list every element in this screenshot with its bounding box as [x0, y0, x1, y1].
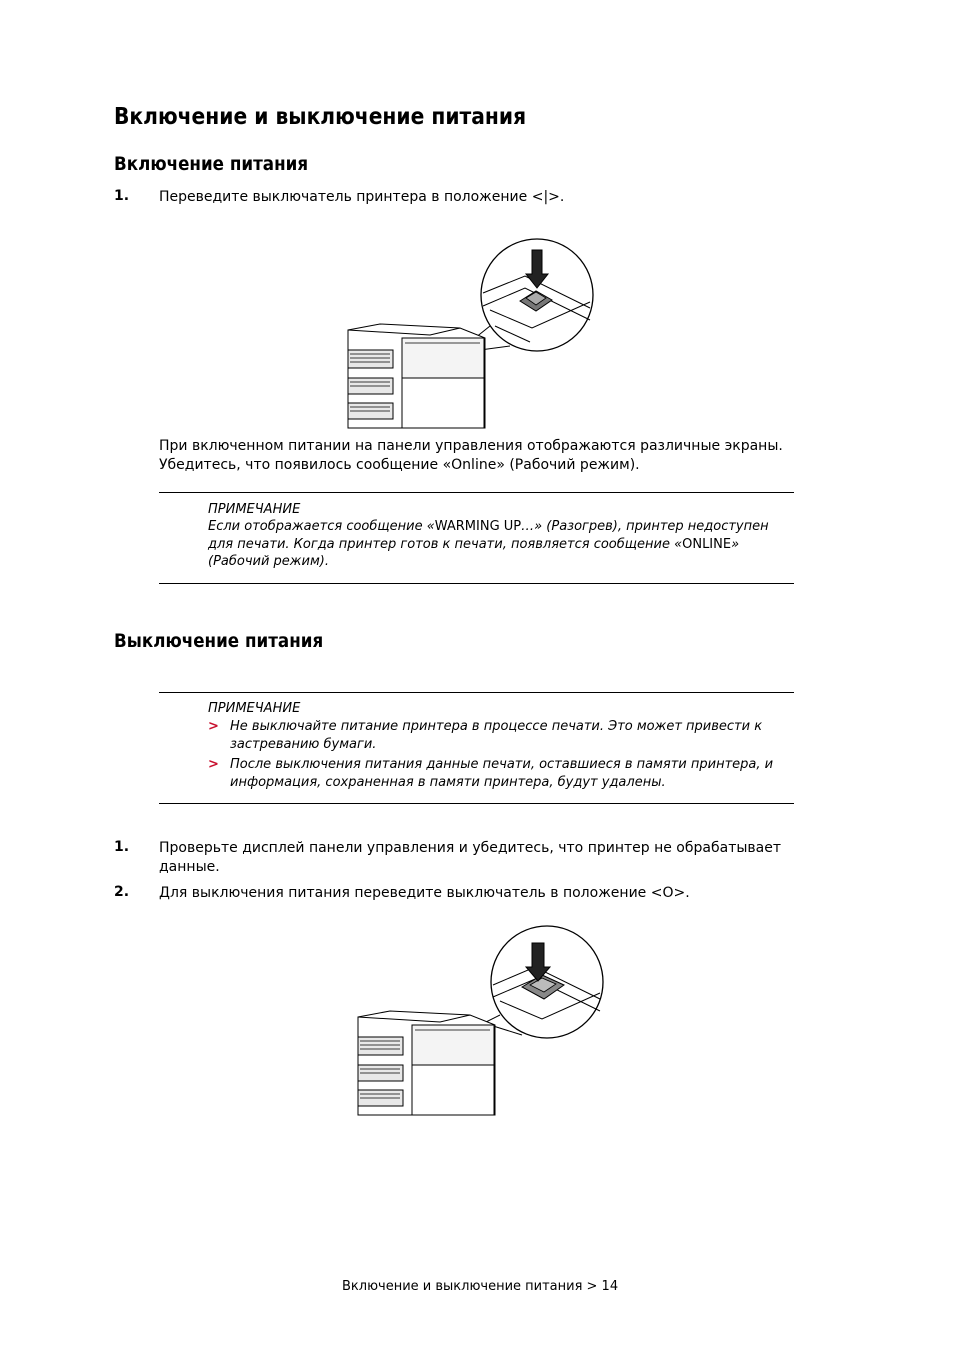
bullet-marker: >: [208, 719, 219, 734]
note-bullet-text: Не выключайте питание принтера в процессе печати. Это может привести к застреванию бумаги.: [230, 719, 763, 752]
note-rule-top: [159, 692, 794, 693]
power-on-paragraph: При включенном питании на панели управления отображаются различные экраны. Убедитесь, что появилось сообщение «Online» (Рабочий режим).: [159, 438, 783, 473]
note-rule-bottom: [159, 583, 794, 584]
note-rule-bottom: [159, 803, 794, 804]
printer-power-on-illustration: [340, 238, 600, 433]
bullet-marker: >: [208, 757, 219, 772]
note-rule-top: [159, 492, 794, 493]
step-number: 1.: [114, 188, 130, 204]
note-bullet-text: После выключения питания данные печати, оставшиеся в памяти принтера, и информация, сохраненная в памяти принтера, будут удалены.: [230, 757, 774, 790]
page-title: Включение и выключение питания: [114, 104, 527, 130]
step-number: 1.: [114, 839, 130, 855]
printer-power-off-illustration: [350, 925, 610, 1120]
note-title: ПРИМЕЧАНИЕ: [208, 701, 301, 716]
step-text: Для выключения питания переведите выключатель в положение <O>.: [159, 885, 690, 901]
step-text: Проверьте дисплей панели управления и убедитесь, что принтер не обрабатывает данные.: [159, 840, 781, 875]
section-heading-power-off: Выключение питания: [114, 630, 324, 652]
note-text: Если отображается сообщение «WARMING UP…» (Разогрев), принтер недоступен для печати. Когда принтер готов к печати, появляется сообщение «ONLINE» (Рабочий режим).: [208, 519, 769, 569]
section-heading-power-on: Включение питания: [114, 153, 309, 175]
note-title: ПРИМЕЧАНИЕ: [208, 502, 301, 517]
page-footer: Включение и выключение питания > 14: [342, 1279, 619, 1294]
step-text: Переведите выключатель принтера в положение <|>.: [159, 189, 565, 205]
step-number: 2.: [114, 884, 130, 900]
